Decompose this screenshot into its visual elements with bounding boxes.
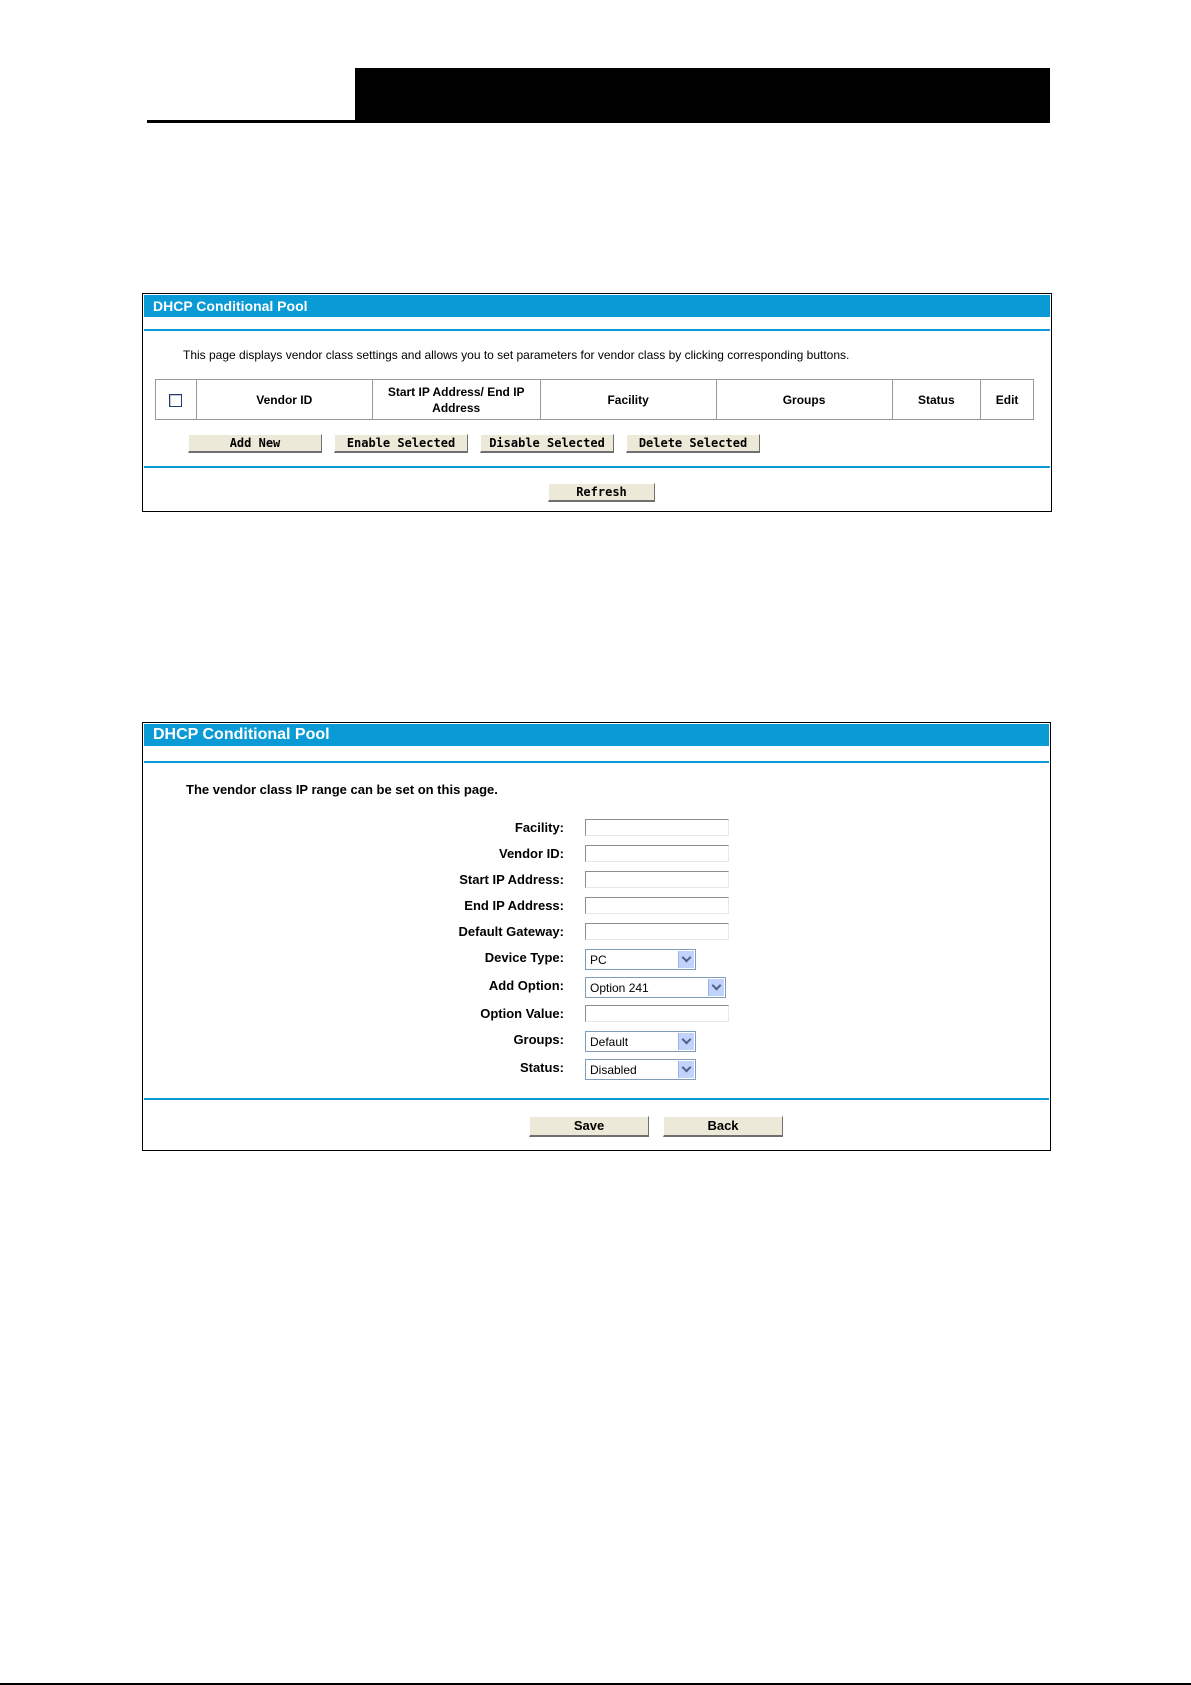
col-groups: Groups: [716, 380, 892, 420]
back-button[interactable]: Back: [663, 1116, 783, 1137]
device-type-label: Device Type:: [484, 950, 564, 965]
end-ip-label: End IP Address:: [464, 898, 564, 913]
default-gateway-input[interactable]: [585, 923, 729, 940]
vendor-class-list-panel: [142, 293, 1052, 512]
table-header-row: [156, 380, 1034, 420]
vendor-id-input[interactable]: [585, 845, 729, 862]
vendor-class-table: [155, 379, 1034, 420]
panel-title: DHCP Conditional Pool: [144, 724, 1049, 746]
title-underline: [144, 761, 1049, 763]
add-option-value: Option 241: [590, 981, 649, 995]
status-label: Status:: [519, 1060, 564, 1075]
groups-select[interactable]: [585, 1031, 696, 1052]
col-vendor-id: Vendor ID: [196, 380, 372, 420]
groups-value: Default: [590, 1035, 629, 1049]
title-underline: [144, 329, 1050, 331]
enable-selected-button[interactable]: Enable Selected: [334, 434, 468, 453]
device-type-select[interactable]: [585, 949, 696, 970]
panel-intro-text: This page displays vendor class settings and allows you to set parameters for vendor class by clicking corresponding buttons.: [183, 348, 850, 362]
refresh-button[interactable]: Refresh: [548, 483, 655, 502]
option-value-input[interactable]: [585, 1005, 729, 1022]
select-all-checkbox[interactable]: [169, 394, 182, 407]
delete-selected-button[interactable]: Delete Selected: [626, 434, 760, 453]
end-ip-input[interactable]: [585, 897, 729, 914]
col-facility: Facility: [540, 380, 716, 420]
disable-selected-button[interactable]: Disable Selected: [480, 434, 614, 453]
default-gateway-label: Default Gateway:: [458, 924, 564, 939]
start-ip-label: Start IP Address:: [459, 872, 564, 887]
start-ip-input[interactable]: [585, 871, 729, 888]
groups-label: Groups:: [513, 1032, 564, 1047]
save-button[interactable]: Save: [529, 1116, 649, 1137]
facility-label: Facility:: [514, 820, 564, 835]
add-option-select[interactable]: [585, 977, 726, 998]
status-select[interactable]: [585, 1059, 696, 1080]
vendor-class-form-panel: [142, 722, 1051, 1151]
chevron-down-icon[interactable]: [678, 1061, 694, 1078]
col-ip-range: [372, 380, 540, 420]
chevron-down-icon[interactable]: [708, 979, 724, 996]
status-value: Disabled: [590, 1063, 637, 1077]
panel-title: DHCP Conditional Pool: [144, 295, 1050, 317]
col-edit: Edit: [981, 380, 1034, 420]
select-all-cell: [156, 380, 197, 420]
page-header-bar: [355, 68, 1050, 122]
col-ip-range-label: Start IP Address/ End IP Address: [387, 384, 525, 415]
facility-input[interactable]: [585, 819, 729, 836]
add-new-button[interactable]: Add New: [188, 434, 322, 453]
chevron-down-icon[interactable]: [678, 951, 694, 968]
page-header-rule: [147, 120, 1050, 123]
footer-rule: [144, 1098, 1049, 1100]
vendor-id-label: Vendor ID:: [498, 846, 564, 861]
footer-rule: [144, 466, 1050, 468]
panel-intro-text: The vendor class IP range can be set on this page.: [186, 782, 498, 797]
add-option-label: Add Option:: [488, 978, 564, 993]
option-value-label: Option Value:: [480, 1006, 564, 1021]
device-type-value: PC: [590, 953, 607, 967]
col-status: Status: [892, 380, 981, 420]
chevron-down-icon[interactable]: [678, 1033, 694, 1050]
